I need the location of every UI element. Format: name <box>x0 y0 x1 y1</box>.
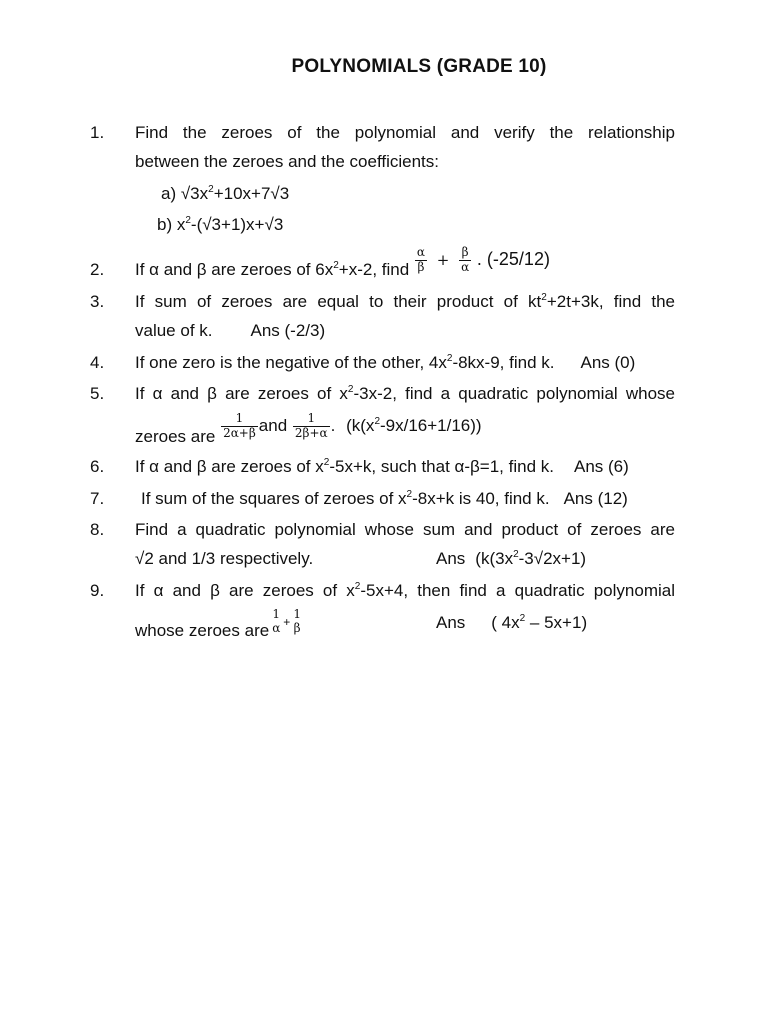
fraction-1-over-alpha <box>270 608 282 636</box>
question-5-number: 5. <box>90 384 105 403</box>
question-9-text-line1 <box>135 581 675 601</box>
fraction-numerator: β <box>459 246 471 261</box>
question-4-number: 4. <box>90 353 105 372</box>
question-1-text-line2: between the zeroes and the coefficients: <box>135 152 439 171</box>
question-5-answer-pre: (k(x <box>346 416 375 435</box>
question-2-answer: . (-25/12) <box>476 248 550 269</box>
question-4-answer: Ans (0) <box>580 353 636 372</box>
question-1b-pre: b) x <box>157 215 186 234</box>
question-9-post: -5x+4, then find a quadratic polynomial <box>360 581 675 600</box>
fraction-numerator: 1 <box>293 412 330 427</box>
question-5-and: and <box>258 416 288 435</box>
question-3-post: +2t+3k, find the <box>546 292 675 311</box>
exponent: 2 <box>541 292 547 303</box>
exponent: 2 <box>208 184 214 195</box>
fraction-denominator: 2β+α <box>294 425 328 440</box>
question-9-answer-post: – 5x+1) <box>525 613 588 632</box>
question-6-post: -5x+k, such that α-β=1, find k. <box>329 457 554 476</box>
question-2-text <box>135 241 550 280</box>
question-9-pre: If α and β are zeroes of x <box>135 581 355 600</box>
question-9-whose-zeroes-are: whose zeroes are <box>135 621 270 640</box>
question-8-answer <box>436 549 586 569</box>
question-1b <box>157 215 283 235</box>
fraction-denominator: 2α+β <box>223 425 256 440</box>
question-5-answer <box>346 416 481 436</box>
question-4-text <box>135 353 635 373</box>
fraction-alpha-over-beta <box>415 246 427 275</box>
question-2-post: +x-2, find <box>338 260 410 279</box>
fraction-denominator: β <box>417 260 425 274</box>
question-4-pre: If one zero is the negative of the other, 4x <box>135 353 447 372</box>
question-8-text-line1: Find a quadratic polynomial whose sum and product of zeroes are <box>135 520 675 539</box>
question-5-zeroes-are: zeroes are <box>135 427 216 446</box>
fraction-numerator: 1 <box>293 607 301 622</box>
exponent: 2 <box>406 489 413 500</box>
question-3-line2: value of k. <box>135 321 213 340</box>
question-5-answer-post: -9x/16+1/16)) <box>380 416 482 435</box>
question-1-number: 1. <box>90 123 105 142</box>
fraction-numerator: 1 <box>272 607 281 622</box>
exponent: 2 <box>374 416 380 427</box>
question-3-answer: Ans (-2/3) <box>250 321 326 340</box>
question-5-dot: . <box>330 416 336 435</box>
question-3-text-line1 <box>135 292 675 312</box>
question-7-answer: Ans (12) <box>563 489 628 508</box>
fraction-1-over-beta <box>291 608 303 636</box>
question-9-text-line2 <box>135 603 304 641</box>
exponent: 2 <box>519 613 526 624</box>
exponent: 2 <box>333 260 339 271</box>
question-6-number: 6. <box>90 457 105 476</box>
plus-sign: + <box>436 250 450 269</box>
question-8-text-line2 <box>135 549 313 569</box>
answer-label: Ans <box>436 613 466 632</box>
question-5-post: -3x-2, find a quadratic polynomial whose <box>353 384 675 403</box>
question-7-text <box>141 489 628 509</box>
question-1-text-line1: Find the zeroes of the polynomial and verify the relationship <box>135 123 675 142</box>
question-3-number: 3. <box>90 292 105 311</box>
exponent: 2 <box>513 549 519 560</box>
question-3-pre: If sum of zeroes are equal to their product of kt <box>135 292 542 311</box>
question-5-text-line2 <box>135 405 482 447</box>
question-1b-post: -(√3+1)x+√3 <box>190 215 284 234</box>
question-1a <box>161 184 289 204</box>
question-8-answer-pre: (k(3x <box>475 549 514 568</box>
fraction-numerator: α <box>416 245 426 260</box>
fraction-denominator: α <box>461 260 470 274</box>
question-3-text-line2 <box>135 321 325 341</box>
question-1a-pre: a) √3x <box>161 184 209 203</box>
exponent: 2 <box>354 581 361 592</box>
fraction-denominator: β <box>293 621 301 635</box>
fraction-denominator: α <box>272 621 281 635</box>
fraction-1-over-2beta-plus-alpha <box>293 412 330 441</box>
question-2-number: 2. <box>90 260 105 279</box>
question-7-pre: If sum of the squares of zeroes of x <box>141 489 407 508</box>
question-5-pre: If α and β are zeroes of x <box>135 384 348 403</box>
question-2-stem <box>135 260 409 280</box>
question-6-text <box>135 457 629 477</box>
question-6-answer: Ans (6) <box>573 457 629 476</box>
question-6-pre: If α and β are zeroes of x <box>135 457 324 476</box>
question-5-text-line1 <box>135 384 675 404</box>
fraction-beta-over-alpha <box>459 246 471 275</box>
plus-sign: + <box>283 615 291 629</box>
exponent: 2 <box>347 384 354 395</box>
question-8-answer-post: -3√2x+1) <box>518 549 587 568</box>
question-8-line2: √2 and 1/3 respectively. <box>135 549 314 568</box>
question-7-post: -8x+k is 40, find k. <box>412 489 550 508</box>
fraction-numerator: 1 <box>221 412 258 427</box>
page-title: POLYNOMIALS (GRADE 10) <box>291 56 547 77</box>
answer-label: Ans <box>436 549 466 568</box>
exponent: 2 <box>323 457 330 468</box>
exponent: 2 <box>446 353 453 364</box>
question-9-answer <box>436 613 587 633</box>
exponent: 2 <box>185 215 191 226</box>
question-9-answer-pre: ( 4x <box>491 613 520 632</box>
question-1a-post: +10x+7√3 <box>213 184 290 203</box>
question-7-number: 7. <box>90 489 105 508</box>
question-4-post: -8kx-9, find k. <box>452 353 555 372</box>
fraction-1-over-2alpha-plus-beta <box>221 412 258 441</box>
question-9-number: 9. <box>90 581 105 600</box>
question-2-pre: If α and β are zeroes of 6x <box>135 260 334 279</box>
question-8-number: 8. <box>90 520 105 539</box>
